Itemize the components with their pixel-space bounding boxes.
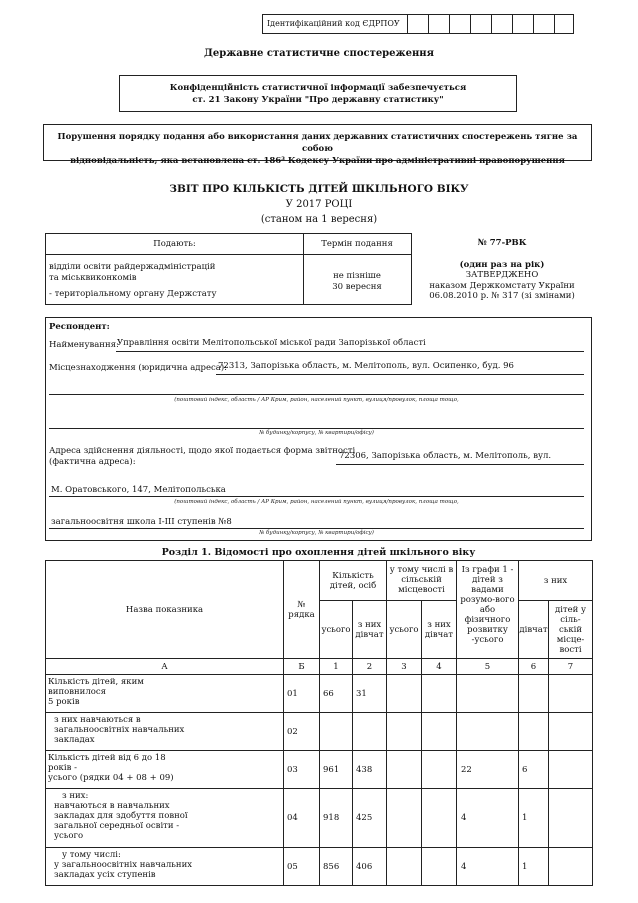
activity-value-2: М. Оратовського, 147, Мелітопольська — [51, 485, 226, 495]
report-as-of: (станом на 1 вересня) — [260, 214, 378, 225]
warning-box — [43, 124, 592, 166]
id-code-cells — [407, 15, 575, 33]
form-period: (один раз на рік) — [459, 259, 545, 270]
header-rural-total: усього — [387, 601, 422, 659]
header-rural: у тому числі в сільській місцевості — [387, 561, 457, 601]
table-row: з них: навчаються в навчальних закладах для здобуття повної загальної середньої освіти - усього 04 918 425 4 1 — [46, 789, 593, 848]
building-caption-2: № будинку/корпусу, № квартири/офісу) — [259, 530, 374, 536]
section1-table — [45, 560, 593, 886]
form-info — [412, 238, 592, 302]
location-label: Місцезнаходження (юридична адреса): — [49, 363, 227, 373]
form-approved-by: наказом Держкомстату України — [429, 280, 575, 291]
address-caption-2: (поштовий індекс, область / АР Крим, район, населений пункт, вулиця/провулок, площа тощо, — [174, 499, 459, 505]
section1-title: Розділ 1. Відомості про охоплення дітей шкільного віку — [161, 547, 476, 558]
form-approved: ЗАТВЕРДЖЕНО — [465, 270, 539, 280]
activity-value-3: загальноосвітня школа І-ІІІ ступенів №8 — [51, 517, 232, 527]
confidentiality-line1: Конфіденційність статистичної інформації забезпечується — [169, 83, 467, 93]
name-value: Управління освіти Мелітопольської міської ради Запорізької області — [117, 338, 426, 348]
table-row: Кількість дітей від 6 до 18 років - усього (рядки 04 + 08 + 09) 03 961 438 22 6 — [46, 751, 593, 789]
deadline-text: не пізніше 30 вересня — [332, 271, 382, 292]
activity-label: Адреса здійснення діяльності, щодо якої подається форма звітності (фактична адреса): — [49, 446, 356, 467]
table-row: з них навчаються в загальноосвітніх навчальних закладах 02 — [46, 713, 593, 751]
header-name: Назва показника — [46, 561, 284, 659]
header-of-them-girls: дівчат — [519, 601, 549, 659]
warning-line2: відповідальність, яка встановлена ст. 186³ Кодексу України про адміністративні правопорушення — [70, 156, 565, 166]
table-row: у тому числі: у загальноосвітніх навчальних закладах усіх ступенів 05 856 406 4 1 — [46, 848, 593, 886]
location-value: 72313, Запорізька область, м. Мелітополь, вул. Осипенко, буд. 96 — [218, 361, 514, 371]
header-rural-kids: дітей у сіль-ській місце-вості — [549, 601, 593, 659]
header-row-no: № рядка — [284, 561, 320, 659]
header-count: Кількість дітей, осіб — [320, 561, 387, 601]
header-girls: з них дівчат — [353, 601, 387, 659]
form-approved-date: 06.08.2010 р. № 317 (зі змінами) — [429, 291, 575, 301]
activity-value-1: 72306, Запорізька область, м. Мелітополь, вул. — [339, 451, 552, 461]
warning-line1: Порушення порядку подання або використання даних державних статистичних спостережень тягне за собою — [57, 132, 578, 154]
submitters-text: відділи освіти райдержадміністрацій та міськвиконкомів - територіальному органу Держстату — [49, 262, 217, 299]
id-code-label: Ідентифікаційний код ЄДРПОУ — [267, 19, 400, 28]
confidentiality-line2: ст. 21 Закону України "Про державну статистику" — [192, 95, 444, 105]
id-code-box — [262, 14, 574, 34]
header-total: усього — [320, 601, 353, 659]
respondent-heading: Респондент: — [49, 322, 110, 332]
report-title: ЗВІТ ПРО КІЛЬКІСТЬ ДІТЕЙ ШКІЛЬНОГО ВІКУ — [169, 183, 469, 195]
building-caption-1: № будинку/корпусу, № квартири/офісу) — [259, 430, 374, 436]
name-label: Найменування: — [49, 340, 119, 350]
deadline-header: Термін подання — [321, 239, 393, 249]
address-caption-1: (поштовий індекс, область / АР Крим, район, населений пункт, вулиця/провулок, площа тощо, — [174, 397, 459, 403]
respondent-box — [45, 317, 592, 541]
submission-table — [45, 233, 412, 305]
table-row: Кількість дітей, яким виповнилося 5 років 01 66 31 — [46, 675, 593, 713]
confidentiality-box — [119, 75, 517, 112]
header-of-them: з них — [519, 561, 593, 601]
column-codes-row: А Б 1 2 3 4 5 6 7 — [46, 659, 593, 675]
header-rural-girls: з них дівчат — [422, 601, 457, 659]
header-disabled: Із графи 1 - дітей з вадами розумо-вого або фізичного розвитку -усього — [457, 561, 519, 659]
survey-title: Державне статистичне спостереження — [203, 48, 435, 59]
report-year: У 2017 РОЦІ — [285, 199, 353, 210]
submitters-header: Подають: — [153, 239, 196, 249]
form-number: № 77-РВК — [477, 238, 527, 248]
